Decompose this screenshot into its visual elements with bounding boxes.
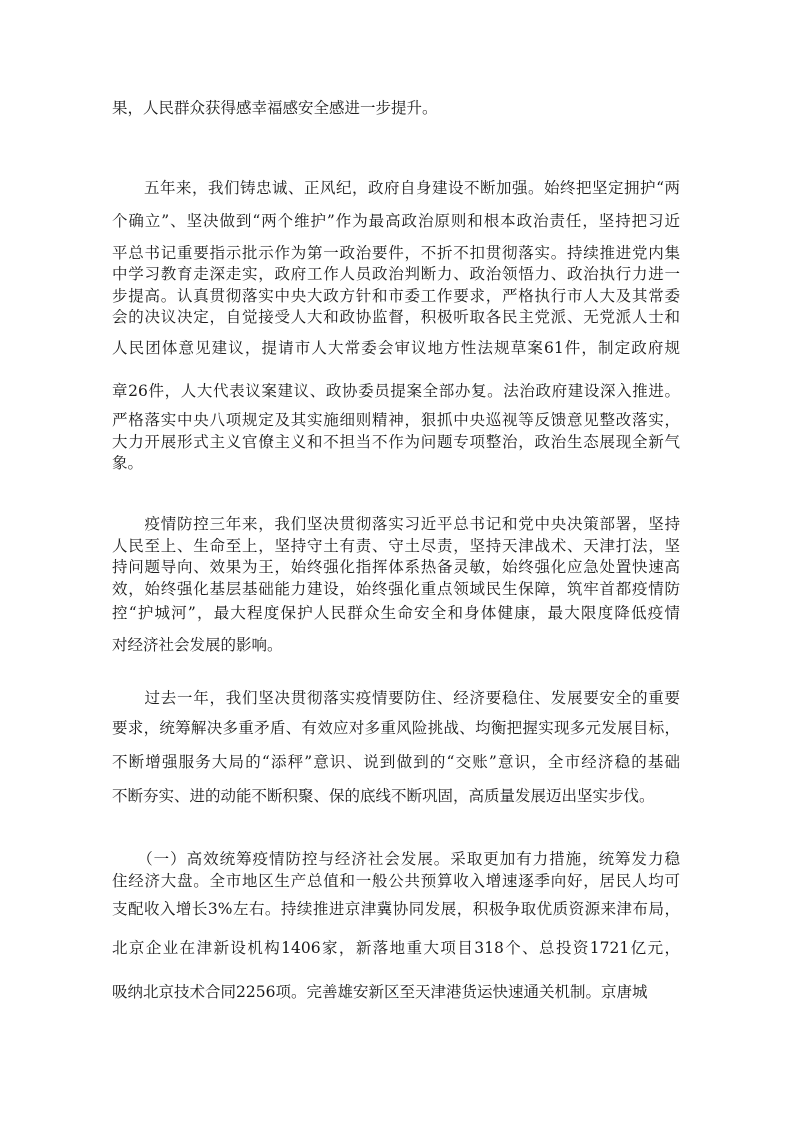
paragraph-line: 果，人民群众获得感幸福感安全感进一步提升。 <box>112 99 438 117</box>
paragraph-line: 北京企业在津新设机构1406家，新落地重大项目318个、总投资1721亿元， <box>112 939 680 957</box>
paragraph-line: 中学习教育走深走实，政府工作人员政治判断力、政治领悟力、政治执行力进一 <box>112 265 680 283</box>
paragraph-line: 控“护城河”，最大程度保护人民群众生命安全和身体健康，最大限度降低疫情 <box>112 604 680 622</box>
paragraph-line: 过去一年，我们坚决贯彻落实疫情要防住、经济要稳住、发展要安全的重要 <box>112 689 680 707</box>
paragraph-line: 效，始终强化基层基础能力建设，始终强化重点领域民生保障，筑牢首都疫情防 <box>112 580 680 598</box>
paragraph-line: 个确立”、坚决做到“两个维护”作为最高政治原则和根本政治责任，坚持把习近 <box>112 212 680 230</box>
paragraph-line: （一）高效统筹疫情防控与经济社会发展。采取更加有力措施，统筹发力稳 <box>112 850 680 868</box>
paragraph-line: 吸纳北京技术合同2256项。完善雄安新区至天津港货运快速通关机制。京唐城 <box>112 983 648 1001</box>
paragraph-line: 支配收入增长3%左右。持续推进京津冀协同发展，积极争取优质资源来津布局， <box>112 900 680 918</box>
paragraph-line: 会的决议决定，自觉接受人大和政协监督，积极听取各民主党派、无党派人士和 <box>112 308 680 326</box>
paragraph-line: 要求，统筹解决多重矛盾、有效应对多重风险挑战、均衡把握实现多元发展目标， <box>112 719 680 737</box>
paragraph-line: 大力开展形式主义官僚主义和不担当不作为问题专项整治，政治生态展现全新气 <box>112 433 680 451</box>
paragraph-line: 持问题导向、效果为王，始终强化指挥体系热备灵敏，始终强化应急处置快速高 <box>112 558 680 576</box>
paragraph-line: 住经济大盘。全市地区生产总值和一般公共预算收入增速逐季向好，居民人均可 <box>112 872 680 890</box>
paragraph-line: 疫情防控三年来，我们坚决贯彻落实习近平总书记和党中央决策部署，坚持 <box>112 515 680 533</box>
paragraph-line: 对经济社会发展的影响。 <box>112 636 283 654</box>
paragraph-line: 步提高。认真贯彻落实中央大政方针和市委工作要求，严格执行市人大及其常委 <box>112 287 680 305</box>
paragraph-line: 严格落实中央八项规定及其实施细则精神，狠抓中央巡视等反馈意见整改落实， <box>112 411 680 429</box>
paragraph-line: 人民团体意见建议，提请市人大常委会审议地方性法规草案61件，制定政府规 <box>112 339 680 357</box>
paragraph-line: 不断夯实、进的动能不断积聚、保的底线不断巩固，高质量发展迈出坚实步伐。 <box>112 787 655 805</box>
paragraph-line: 章26件，人大代表议案建议、政协委员提案全部办复。法治政府建设深入推进。 <box>112 382 680 400</box>
paragraph-line: 人民至上、生命至上，坚持守土有责、守土尽责，坚持天津战术、天津打法，坚 <box>112 537 680 555</box>
paragraph-line: 象。 <box>112 454 144 472</box>
paragraph-line: 不断增强服务大局的“添秤”意识、说到做到的“交账”意识，全市经济稳的基础 <box>112 753 680 771</box>
paragraph-line: 五年来，我们铸忠诚、正风纪，政府自身建设不断加强。始终把坚定拥护“两 <box>112 179 680 197</box>
paragraph-line: 平总书记重要指示批示作为第一政治要件，不折不扣贯彻落实。持续推进党内集 <box>112 244 680 262</box>
